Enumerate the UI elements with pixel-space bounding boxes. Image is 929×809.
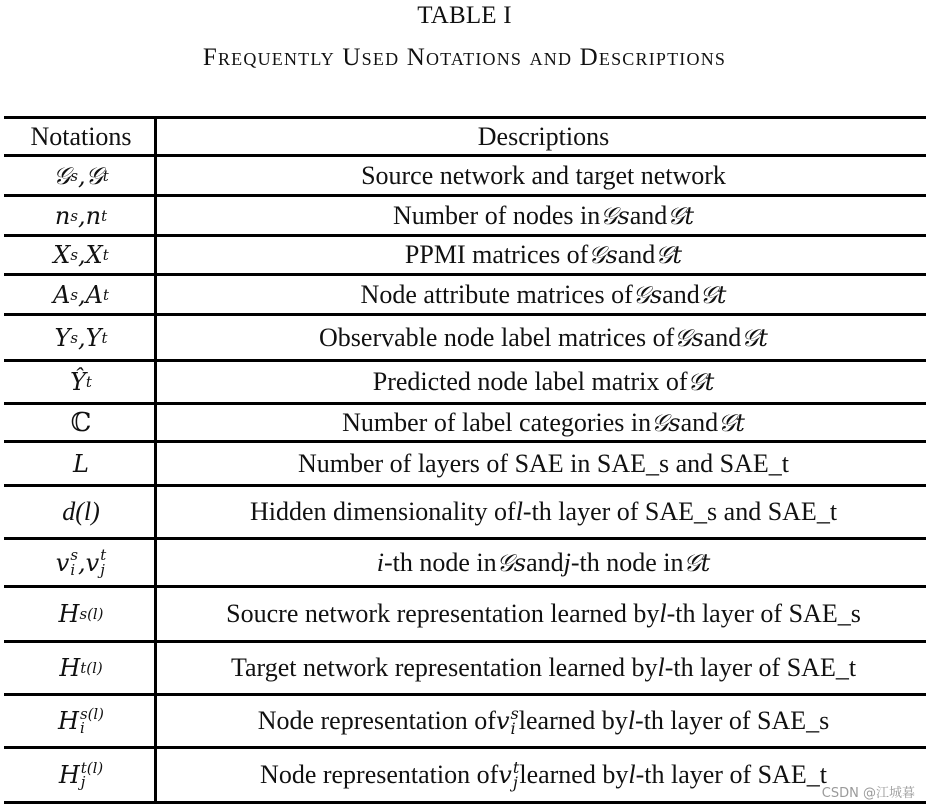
notation-cell: H s(l) i (58, 704, 104, 737)
header-row (4, 116, 926, 154)
description-cell: Node representation of v t j learned by l -th layer of SAE_t (260, 757, 827, 792)
notation-cell: H s(l) (58, 600, 104, 628)
table-row (4, 640, 926, 693)
table-caption: Frequently Used Notations and Descriptions (202, 44, 727, 71)
notation-cell: A s , A t (53, 280, 109, 309)
description-cell: Predicted node label matrix of 𝒢 t (372, 367, 715, 396)
table-row (4, 194, 926, 234)
table-row (4, 693, 926, 746)
notation-cell: L (73, 449, 89, 478)
table-row (4, 402, 926, 440)
watermark: CSDN @江城暮 (821, 786, 915, 801)
table-row (4, 273, 926, 313)
table-row (4, 484, 926, 537)
notation-cell: 𝒢 s , 𝒢 t (53, 161, 109, 190)
notation-cell: H t(l) j (58, 758, 104, 791)
description-cell: Hidden dimensionality of l -th layer of SAE_s and SAE_t (249, 497, 838, 526)
description-cell: i -th node in 𝒢 s and j -th node in 𝒢 t (376, 547, 711, 577)
notation-cell: ℂ (70, 407, 92, 437)
description-cell: Target network representation learned by l -th layer of SAE_t (230, 653, 857, 682)
table-row (4, 746, 926, 804)
table-number: TABLE I (417, 2, 512, 29)
notation-cell: Y s , Y t (54, 323, 108, 352)
table-row (4, 359, 926, 402)
table-row (4, 154, 926, 194)
description-cell: Node attribute matrices of 𝒢 s and 𝒢 t (360, 279, 727, 309)
description-cell: Number of label categories in 𝒢 s and 𝒢 t (342, 407, 745, 437)
description-cell: Number of layers of SAE in SAE_s and SAE_t (297, 448, 790, 478)
description-cell: Observable node label matrices of 𝒢 s and 𝒢 t (319, 322, 768, 352)
notation-cell: n s , n t (54, 201, 108, 230)
description-cell: Soucre network representation learned by l -th layer of SAE_s (226, 599, 861, 628)
header-notations: Notations (30, 121, 132, 151)
table-row (4, 585, 926, 640)
description-cell: Source network and target network (361, 160, 726, 190)
description-cell: Node representation of v s i learned by l -th layer of SAE_s (257, 703, 830, 738)
notation-cell: H t(l) (59, 654, 103, 682)
notation-cell: d(l) (62, 497, 100, 526)
table-row (4, 440, 926, 484)
column-divider (154, 116, 157, 804)
notation-cell: X s , X t (53, 241, 109, 269)
description-cell: PPMI matrices of 𝒢 s and 𝒢 t (404, 240, 683, 269)
notation-cell: Ŷ t (70, 368, 92, 396)
table-row (4, 537, 926, 585)
notation-cell: v s i , v t j (55, 546, 107, 579)
description-cell: Number of nodes in 𝒢 s and 𝒢 t (393, 200, 694, 230)
header-descriptions: Descriptions (477, 121, 610, 151)
table-row (4, 234, 926, 273)
table-row (4, 313, 926, 359)
